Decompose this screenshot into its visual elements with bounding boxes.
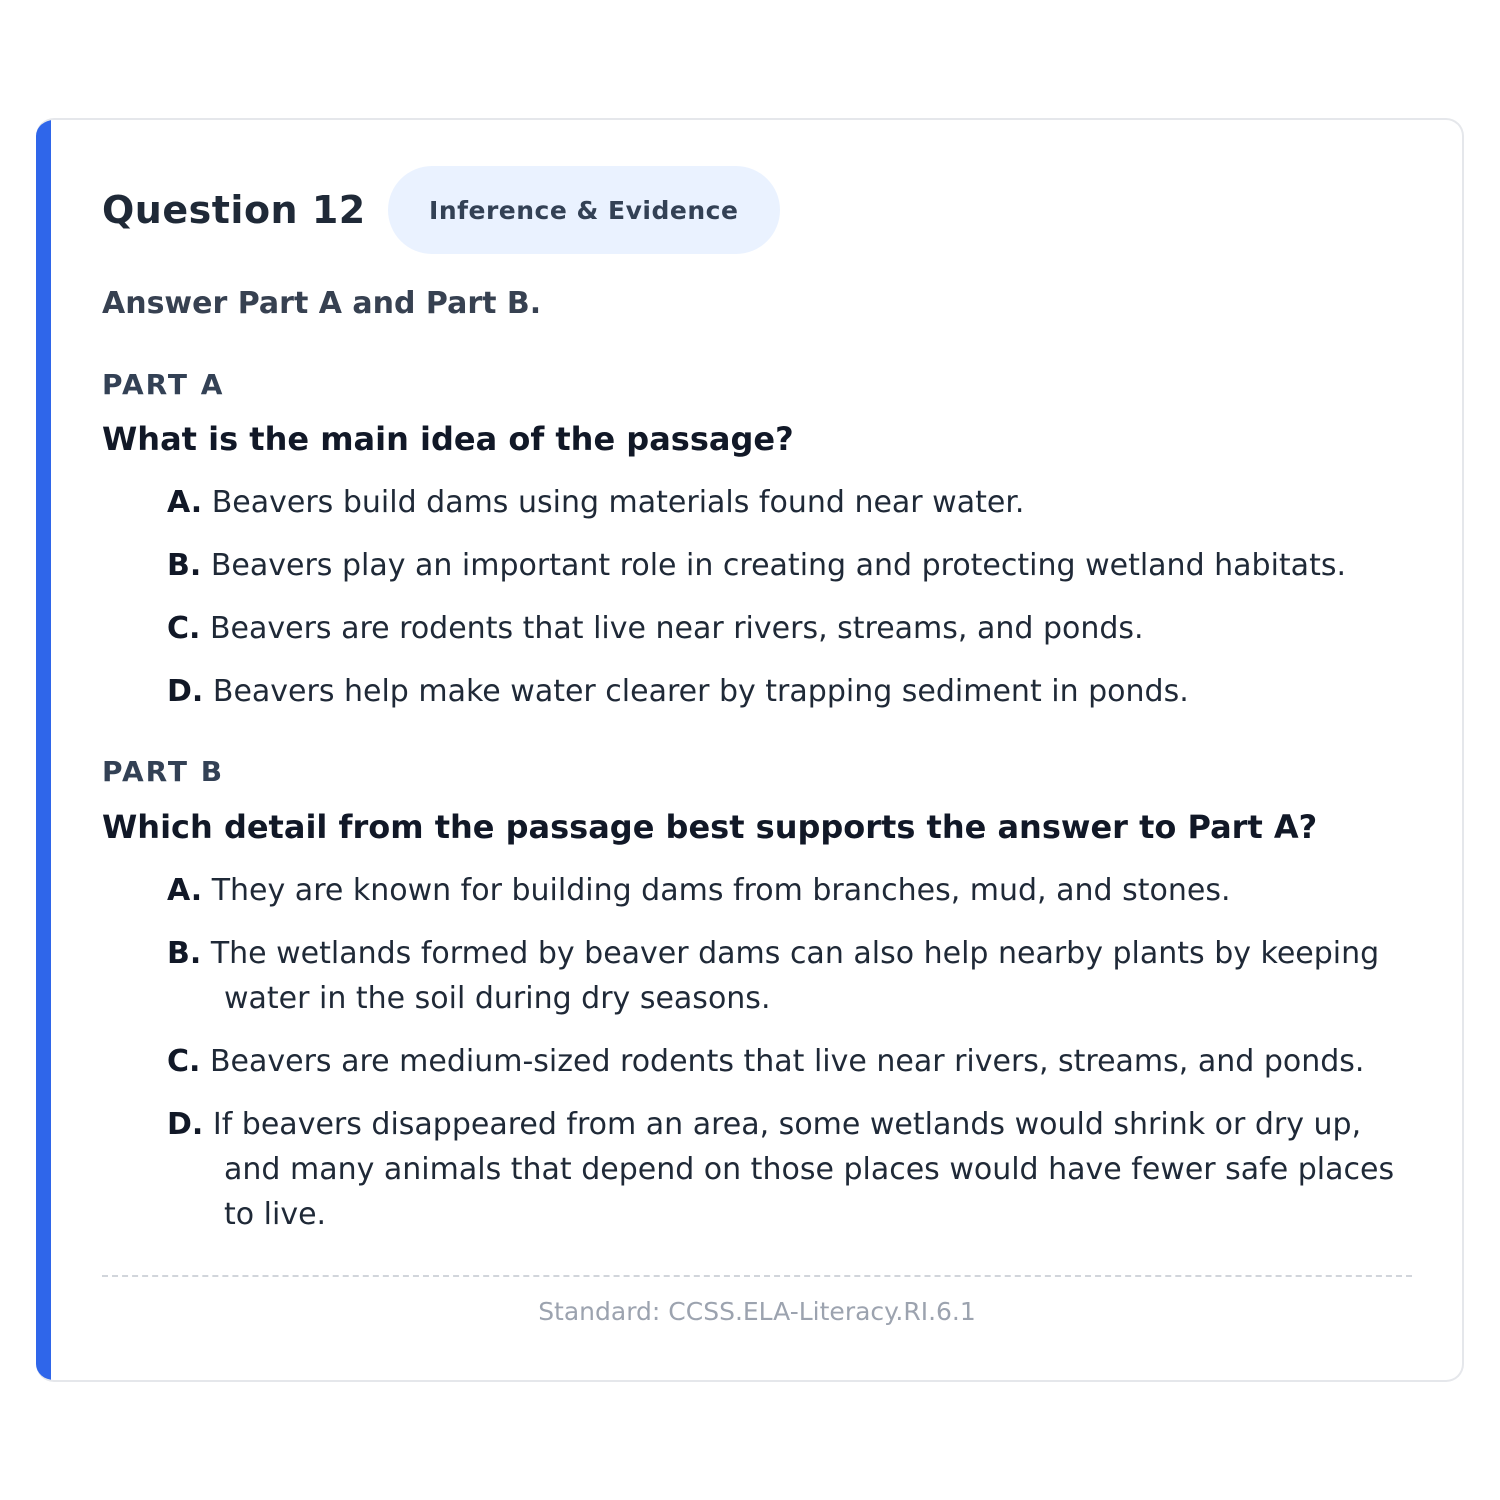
part-b-options — [167, 868, 1412, 1255]
skill-tag: Inference & Evidence — [388, 166, 780, 254]
option-text: Beavers are rodents that live near rivers, streams, and ponds. — [209, 611, 1144, 646]
option-letter: B. — [167, 936, 202, 971]
part-b-prompt: Which detail from the passage best supports the answer to Part A? — [102, 808, 1318, 846]
option-text: Beavers build dams using materials found near water. — [211, 485, 1025, 520]
part-a-option-c[interactable] — [167, 606, 1412, 651]
question-title: Question 12 — [102, 188, 366, 232]
part-a-option-a[interactable] — [167, 480, 1412, 525]
part-a-options — [167, 480, 1412, 732]
question-header — [102, 166, 780, 254]
option-letter: C. — [167, 611, 201, 646]
part-a-option-d[interactable] — [167, 669, 1412, 714]
part-a-label: PART A — [102, 368, 225, 401]
option-letter: C. — [167, 1044, 201, 1079]
part-b-option-b[interactable] — [167, 931, 1412, 1021]
option-text: If beavers disappeared from an area, some wetlands would shrink or dry up, and many animals that depend on those places would have fewer safe places to live. — [212, 1107, 1395, 1232]
instructions: Answer Part A and Part B. — [102, 286, 542, 321]
part-b-option-c[interactable] — [167, 1039, 1412, 1084]
option-text: Beavers help make water clearer by trapping sediment in ponds. — [212, 674, 1189, 709]
option-letter: D. — [167, 674, 204, 709]
option-text: Beavers are medium-sized rodents that live near rivers, streams, and ponds. — [209, 1044, 1365, 1079]
option-letter: D. — [167, 1107, 204, 1142]
question-card — [36, 118, 1464, 1382]
option-text: They are known for building dams from branches, mud, and stones. — [211, 873, 1231, 908]
part-b-option-d[interactable] — [167, 1102, 1412, 1237]
part-b-option-a[interactable] — [167, 868, 1412, 913]
part-b-label: PART B — [102, 755, 225, 788]
option-letter: A. — [167, 485, 203, 520]
option-letter: A. — [167, 873, 203, 908]
part-a-option-b[interactable] — [167, 543, 1412, 588]
standard-label: Standard: CCSS.ELA-Literacy.RI.6.1 — [538, 1297, 976, 1326]
option-text: Beavers play an important role in creating and protecting wetland habitats. — [210, 548, 1346, 583]
part-a-prompt: What is the main idea of the passage? — [102, 420, 794, 458]
option-letter: B. — [167, 548, 202, 583]
footer-divider — [102, 1275, 1412, 1277]
accent-bar — [36, 120, 51, 1380]
option-text: The wetlands formed by beaver dams can also help nearby plants by keeping water in the soil during dry seasons. — [210, 936, 1380, 1016]
